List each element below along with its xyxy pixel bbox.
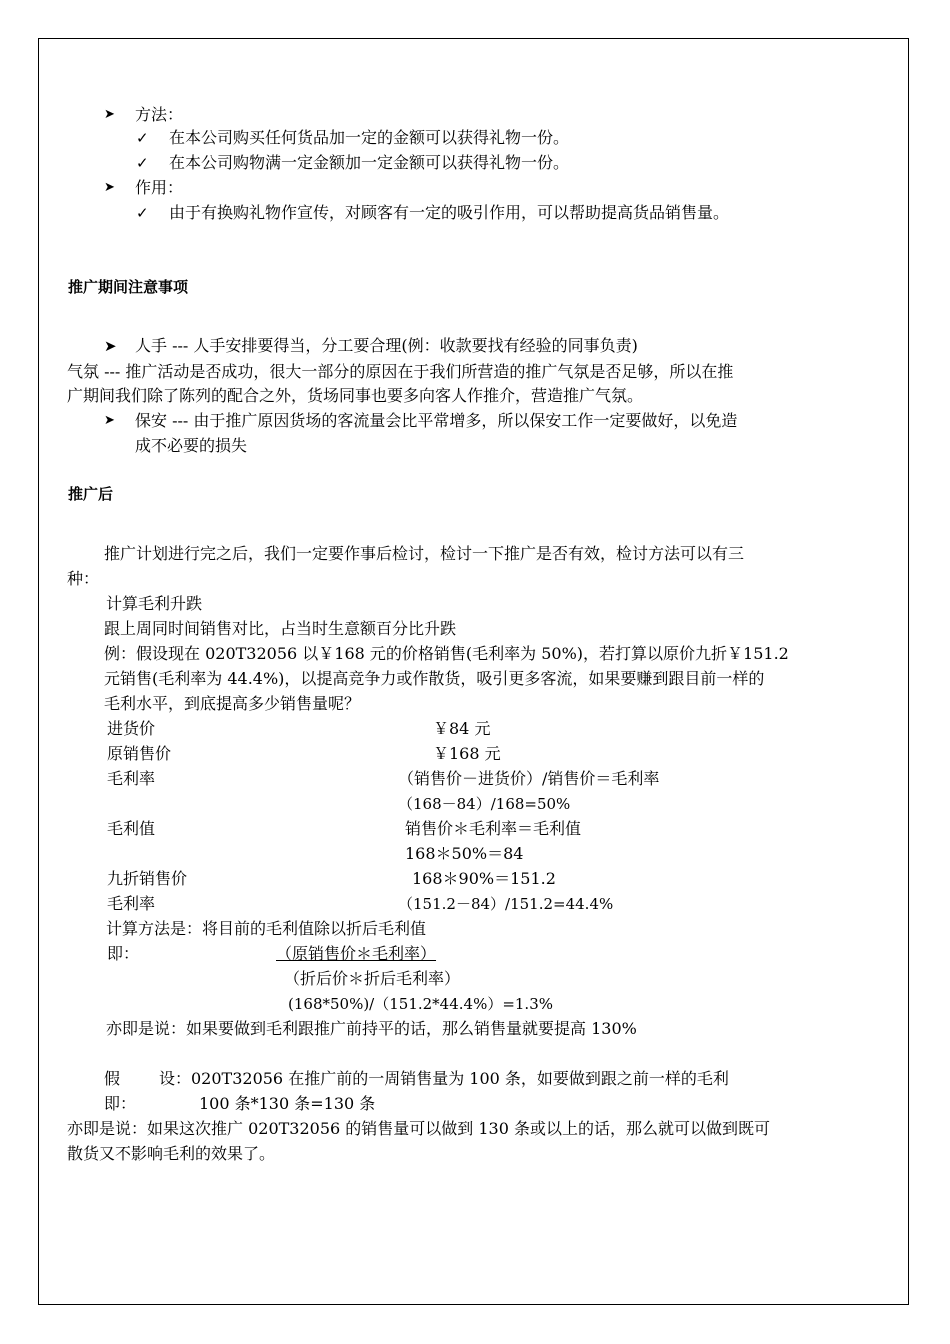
calc-value: 销售价＊毛利率＝毛利值: [405, 819, 582, 838]
effect-item-1: 由于有换购礼物作宣传，对顾客有一定的吸引作用，可以帮助提高货品销售量。: [169, 203, 730, 222]
review-para-line2: 种：: [67, 569, 100, 588]
calc-value: 168＊90%＝151.2: [412, 869, 556, 888]
formula-numerator: （原销售价＊毛利率）: [276, 944, 437, 963]
assume-text: 设：020T32056 在推广前的一周销售量为 100 条，如要做到跟之前一样的毛利: [159, 1069, 729, 1088]
calc-value: ￥84 元: [433, 719, 491, 738]
ji2-value: 100 条*130 条=130 条: [199, 1094, 376, 1113]
example-line3: 毛利水平，到底提高多少销售量呢？: [104, 694, 361, 713]
ji-label: 即：: [107, 944, 140, 963]
final-line2: 散货又不影响毛利的效果了。: [67, 1144, 276, 1163]
calc-value: （151.2－84）/151.2=44.4%: [398, 895, 614, 913]
assume-char: 假: [104, 1069, 121, 1088]
check-bullet-icon: ✓: [136, 154, 149, 172]
arrow-bullet-icon: ➤: [104, 180, 115, 195]
note-security-line1: 保安 --- 由于推广原因货场的客流量会比平常增多，所以保安工作一定要做好，以免造: [135, 411, 738, 430]
ji2-label: 即：: [104, 1094, 137, 1113]
example-line1: 例：假设现在 020T32056 以￥168 元的价格销售(毛利率为 50%)，若打算以原价九折￥151.2: [104, 644, 789, 663]
formula-denominator: （折后价＊折后毛利率）: [284, 969, 461, 988]
note-staff: 人手 --- 人手安排要得当，分工要合理(例：收款要找有经验的同事负责): [135, 336, 638, 355]
note-atmosphere-line1: 气氛 --- 推广活动是否成功，很大一部分的原因在于我们所营造的推广气氛是否足够，所以在推: [67, 362, 734, 381]
calc-value: （销售价－进货价）/销售价＝毛利率: [398, 769, 660, 788]
formula-result: (168*50%)/（151.2*44.4%）=1.3%: [288, 995, 553, 1013]
calc-label: 毛利率: [107, 769, 156, 788]
method-item-2: 在本公司购物满一定金额加一定金额可以获得礼物一份。: [169, 153, 570, 172]
calc-label: 毛利值: [107, 819, 156, 838]
conclusion-line: 亦即是说：如果要做到毛利跟推广前持平的话，那么销售量就要提高 130%: [106, 1019, 637, 1038]
check-bullet-icon: ✓: [136, 129, 149, 147]
method-label: 方法：: [135, 105, 184, 124]
calc-method-text: 计算方法是：将目前的毛利值除以折后毛利值: [106, 919, 427, 938]
review-para-line1: 推广计划进行完之后，我们一定要作事后检讨，检讨一下推广是否有效，检讨方法可以有三: [104, 544, 745, 563]
calc-label: 毛利率: [107, 894, 156, 913]
method-margin: 计算毛利升跌: [106, 594, 203, 613]
calc-label: 进货价: [107, 719, 156, 738]
note-atmosphere-line2: 广期间我们除了陈列的配合之外，货场同事也要多向客人作推介，营造推广气氛。: [67, 386, 644, 405]
calc-value: ￥168 元: [433, 744, 501, 763]
arrow-bullet-icon: ➤: [104, 107, 115, 122]
calc-label: 九折销售价: [107, 869, 188, 888]
section-heading-notes: 推广期间注意事项: [68, 278, 189, 296]
calc-value: （168－84）/168=50%: [398, 795, 571, 813]
method-compare: 跟上周同时间销售对比，占当时生意额百分比升跌: [104, 619, 457, 638]
method-item-1: 在本公司购买任何货品加一定的金额可以获得礼物一份。: [169, 128, 570, 147]
calc-label: 原销售价: [107, 744, 172, 763]
note-security-line2: 成不必要的损失: [135, 436, 248, 455]
arrow-bullet-icon: ➤: [104, 413, 115, 428]
section-heading-after: 推广后: [68, 485, 114, 503]
effect-label: 作用：: [135, 178, 184, 197]
arrow-bullet-icon: ➤: [104, 337, 117, 355]
example-line2: 元销售(毛利率为 44.4%)，以提高竞争力或作散货，吸引更多客流，如果要赚到跟目前一样的: [104, 669, 765, 688]
calc-value: 168＊50%＝84: [405, 844, 524, 863]
final-line1: 亦即是说：如果这次推广 020T32056 的销售量可以做到 130 条或以上的话，那么就可以做到既可: [67, 1119, 770, 1138]
check-bullet-icon: ✓: [136, 204, 149, 222]
